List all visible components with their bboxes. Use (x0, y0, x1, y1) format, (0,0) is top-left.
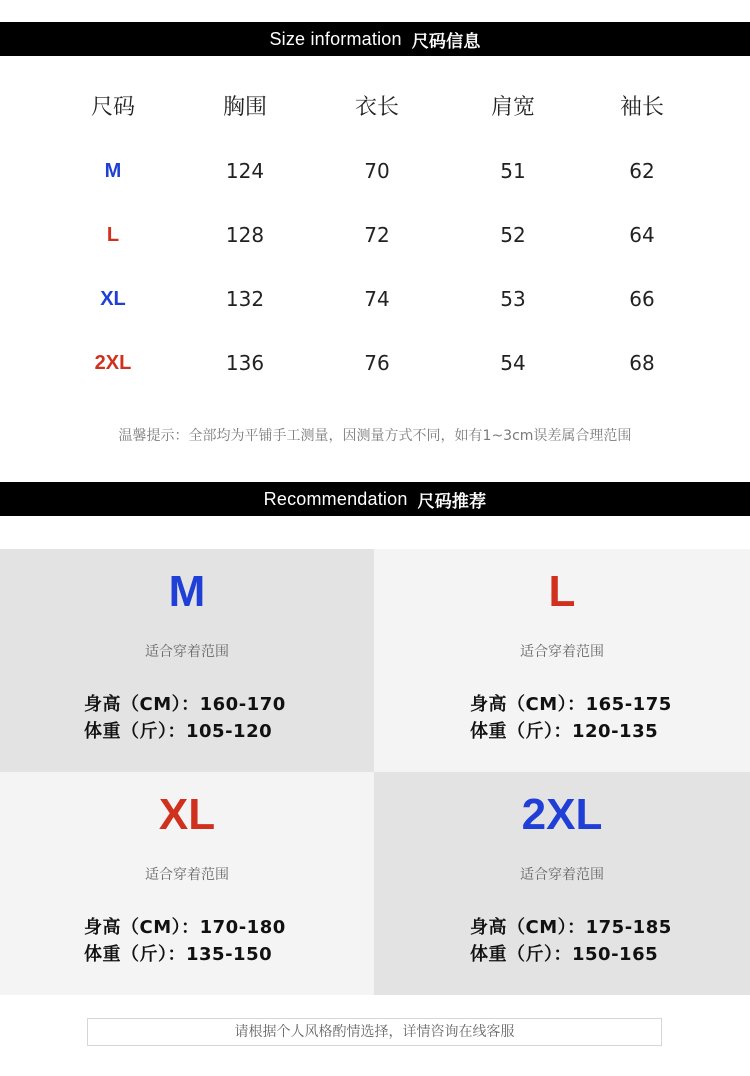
shoulder-value: 51 (500, 159, 526, 183)
measurement-note: 温馨提示：全部均为平铺手工测量，因测量方式不同，如有1~3cm误差属合理范围 (118, 428, 632, 444)
recommendation-card-xl (0, 772, 374, 995)
weight-range: 体重（斤）：120-135 (470, 721, 659, 742)
height-range: 身高（CM）：170-180 (84, 917, 286, 938)
header-length: 衣长 (354, 95, 399, 120)
fit-range-label: 适合穿着范围 (520, 867, 604, 883)
recommendation-banner (0, 482, 750, 516)
shoulder-value: 54 (500, 351, 526, 375)
length-value: 70 (364, 159, 390, 183)
footer-note: 请根据个人风格酌情选择，详情咨询在线客服 (87, 1018, 662, 1046)
length-value: 72 (364, 223, 390, 247)
height-range: 身高（CM）：165-175 (470, 694, 672, 715)
weight-range: 体重（斤）：150-165 (470, 944, 659, 965)
size-label: M (104, 160, 122, 182)
size-label: XL (100, 288, 126, 310)
header-sleeve: 袖长 (619, 95, 664, 120)
recommendation-banner-zh: 尺码推荐 (417, 491, 487, 512)
chest-value: 136 (225, 351, 265, 375)
weight-range: 体重（斤）：135-150 (84, 944, 273, 965)
sleeve-value: 68 (629, 351, 655, 375)
shoulder-value: 53 (500, 287, 526, 311)
height-range: 身高（CM）：175-185 (470, 917, 672, 938)
recommendation-size: XL (158, 790, 216, 839)
size-info-banner (0, 22, 750, 56)
recommendation-banner-en: Recommendation (263, 488, 408, 509)
header-chest: 胸围 (222, 95, 267, 120)
fit-range-label: 适合穿着范围 (520, 644, 604, 660)
sleeve-value: 66 (629, 287, 655, 311)
size-info-banner-en: Size information (269, 28, 402, 49)
recommendation-size: L (548, 567, 576, 616)
size-info-banner-zh: 尺码信息 (411, 31, 481, 52)
chest-value: 124 (225, 159, 265, 183)
chest-value: 132 (225, 287, 265, 311)
recommendation-size: M (168, 567, 206, 616)
sleeve-value: 64 (629, 223, 655, 247)
table-row (0, 343, 750, 383)
chest-value: 128 (225, 223, 265, 247)
height-range: 身高（CM）：160-170 (84, 694, 286, 715)
size-label: L (106, 224, 120, 246)
sleeve-value: 62 (629, 159, 655, 183)
fit-range-label: 适合穿着范围 (145, 867, 229, 883)
recommendation-card-m (0, 549, 374, 772)
table-row (0, 151, 750, 191)
shoulder-value: 52 (500, 223, 526, 247)
fit-range-label: 适合穿着范围 (145, 644, 229, 660)
recommendation-grid (0, 549, 750, 995)
header-shoulder: 肩宽 (490, 95, 535, 120)
recommendation-size: 2XL (521, 790, 603, 839)
length-value: 76 (364, 351, 390, 375)
weight-range: 体重（斤）：105-120 (84, 721, 273, 742)
recommendation-card-2xl (374, 772, 750, 995)
size-label: 2XL (94, 352, 132, 374)
table-row (0, 215, 750, 255)
recommendation-card-l (374, 549, 750, 772)
length-value: 74 (364, 287, 390, 311)
table-row (0, 279, 750, 319)
header-size: 尺码 (90, 95, 135, 120)
size-table-header (0, 88, 750, 128)
